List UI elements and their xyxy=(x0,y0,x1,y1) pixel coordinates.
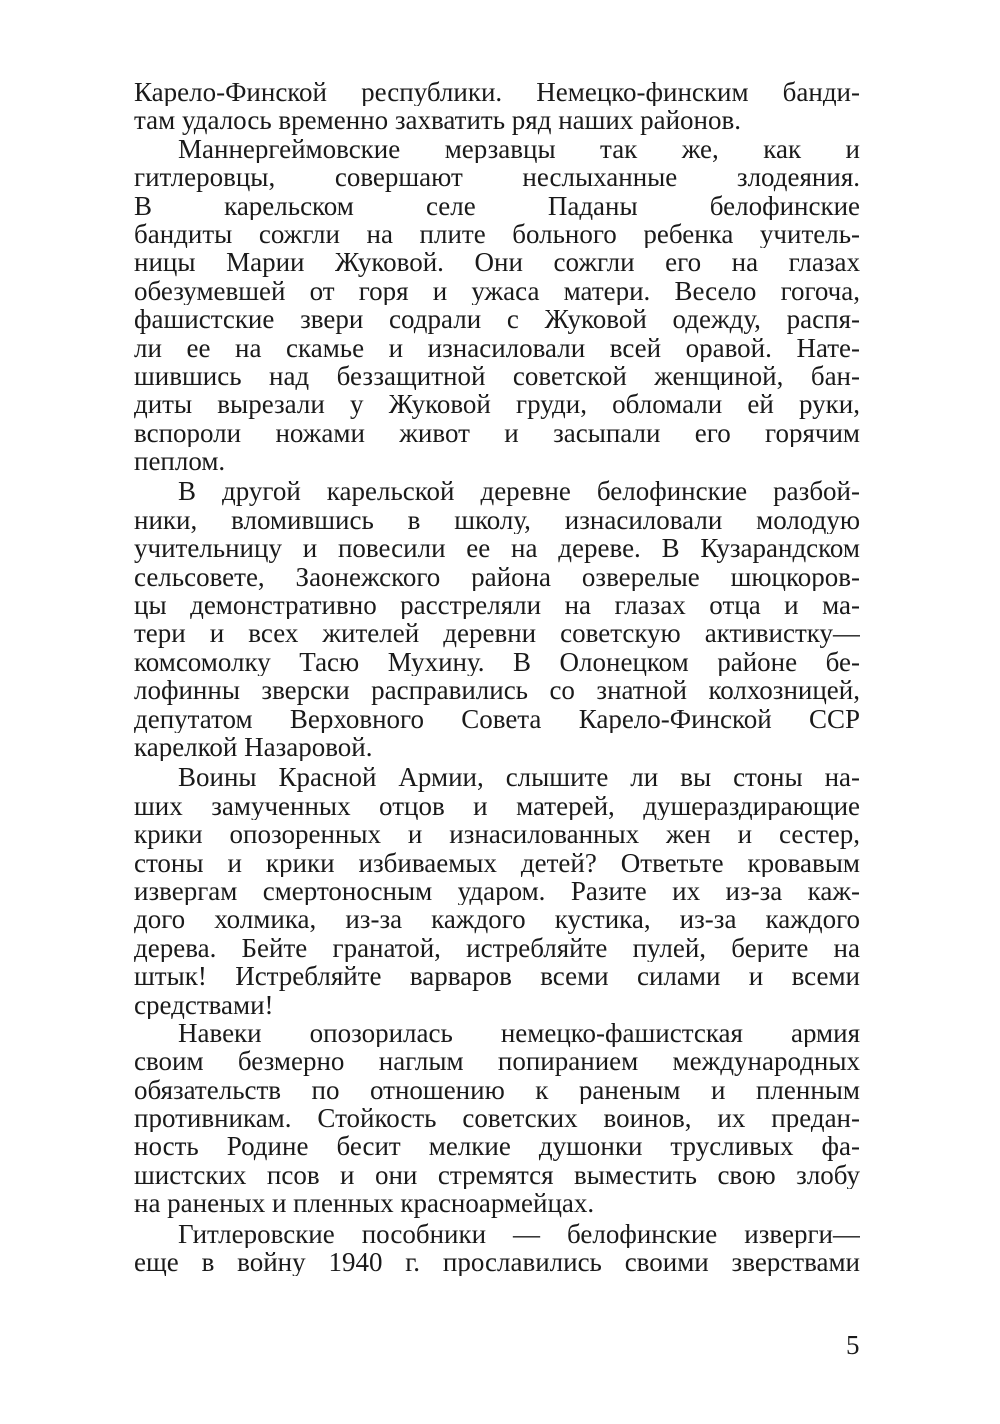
text-line: своим безмерно наглым попиранием международных xyxy=(134,1047,860,1076)
text-line: тери и всех жителей деревни советскую активистку— xyxy=(134,619,860,648)
text-line: дерева. Бейте гранатой, истребляйте пулей, берите на xyxy=(134,933,860,963)
text-line: ники, вломившись в школу, изнасиловали молодую xyxy=(134,505,860,535)
paragraph-5 xyxy=(134,1019,860,1218)
text-line: ность Родине бесит мелкие душонки трусливых фа- xyxy=(134,1132,860,1161)
text-line: шившись над беззащитной советской женщиной, бан- xyxy=(134,361,860,391)
text-line: ших замученных отцов и матерей, душераздирающие xyxy=(134,791,860,821)
page-number: 5 xyxy=(846,1330,860,1360)
text-line: карелкой Назаровой. xyxy=(134,732,373,762)
text-line: еще в войну 1940 г. прославились своими зверствами xyxy=(134,1248,860,1277)
text-line: дого холмика, из-за каждого кустика, из-за каждого xyxy=(134,905,860,934)
text-line: учительницу и повесили ее на дереве. В Кузарандском xyxy=(134,534,860,563)
text-line: бандиты сожгли на плите больного ребенка учитель- xyxy=(134,219,860,249)
text-line: ли ее на скамье и изнасиловали всей оравой. Нате- xyxy=(134,333,860,362)
text-line: ницы Марии Жуковой. Они сожгли его на глазах xyxy=(134,248,860,277)
text-line: стоны и крики избиваемых детей? Ответьте кровавым xyxy=(134,848,860,877)
paragraph-3 xyxy=(134,477,860,761)
text-line: противникам. Стойкость советских воинов, их предан- xyxy=(134,1104,860,1133)
text-line: Воины Красной Армии, слышите ли вы стоны на- xyxy=(178,763,860,792)
text-line: извергам смертоносным ударом. Разите их из-за каж- xyxy=(134,876,860,906)
text-line: крики опозоренных и изнасилованных жен и сестер, xyxy=(134,820,860,849)
text-line: обезумевшей от горя и ужаса матери. Весело гогоча, xyxy=(134,276,860,306)
text-line: Гитлеровские пособники — белофинские изверги— xyxy=(178,1219,860,1249)
paragraph-6 xyxy=(134,1220,860,1277)
text-line: Навеки опозорилась немецко-фашистская армия xyxy=(178,1018,860,1048)
text-line: на раненых и пленных красноармейцах. xyxy=(134,1189,595,1218)
text-line: средствами! xyxy=(134,990,274,1019)
paragraph-4 xyxy=(134,763,860,1019)
paragraph-2 xyxy=(134,135,860,476)
text-line: депутатом Верховного Совета Карело-Финской ССР xyxy=(134,704,860,733)
text-line: комсомолку Тасю Мухину. В Олонецком районе бе- xyxy=(134,647,860,677)
text-line: вспороли ножами живот и засыпали его горячим xyxy=(134,418,860,448)
text-line: Маннергеймовские мерзавцы так же, как и xyxy=(178,134,860,164)
paragraph-1 xyxy=(134,78,860,135)
text-line: В другой карельской деревне белофинские разбой- xyxy=(178,477,860,506)
text-line: диты вырезали у Жуковой груди, обломали ей руки, xyxy=(134,390,860,419)
text-line: В карельском селе Паданы белофинские xyxy=(134,191,860,220)
text-line: цы демонстративно расстреляли на глазах отца и ма- xyxy=(134,591,860,620)
body-text xyxy=(134,78,860,1276)
text-line: обязательств по отношению к раненым и пленным xyxy=(134,1075,860,1105)
text-line: штык! Истребляйте варваров всеми силами и всеми xyxy=(134,962,860,991)
text-line: там удалось временно захватить ряд наших районов. xyxy=(134,106,741,135)
text-line: пеплом. xyxy=(134,447,226,476)
text-line: Карело-Финской республики. Немецко-финским банди- xyxy=(134,78,860,107)
text-line: сельсовете, Заонежского района озверелые шюцкоров- xyxy=(134,562,860,592)
text-line: шистских псов и они стремятся выместить свою злобу xyxy=(134,1160,860,1190)
text-line: гитлеровцы, совершают неслыханные злодеяния. xyxy=(134,163,860,192)
text-line: фашистские звери содрали с Жуковой одежду, распя- xyxy=(134,305,860,334)
text-line: лофинны зверски расправились со знатной колхозницей, xyxy=(134,676,860,705)
